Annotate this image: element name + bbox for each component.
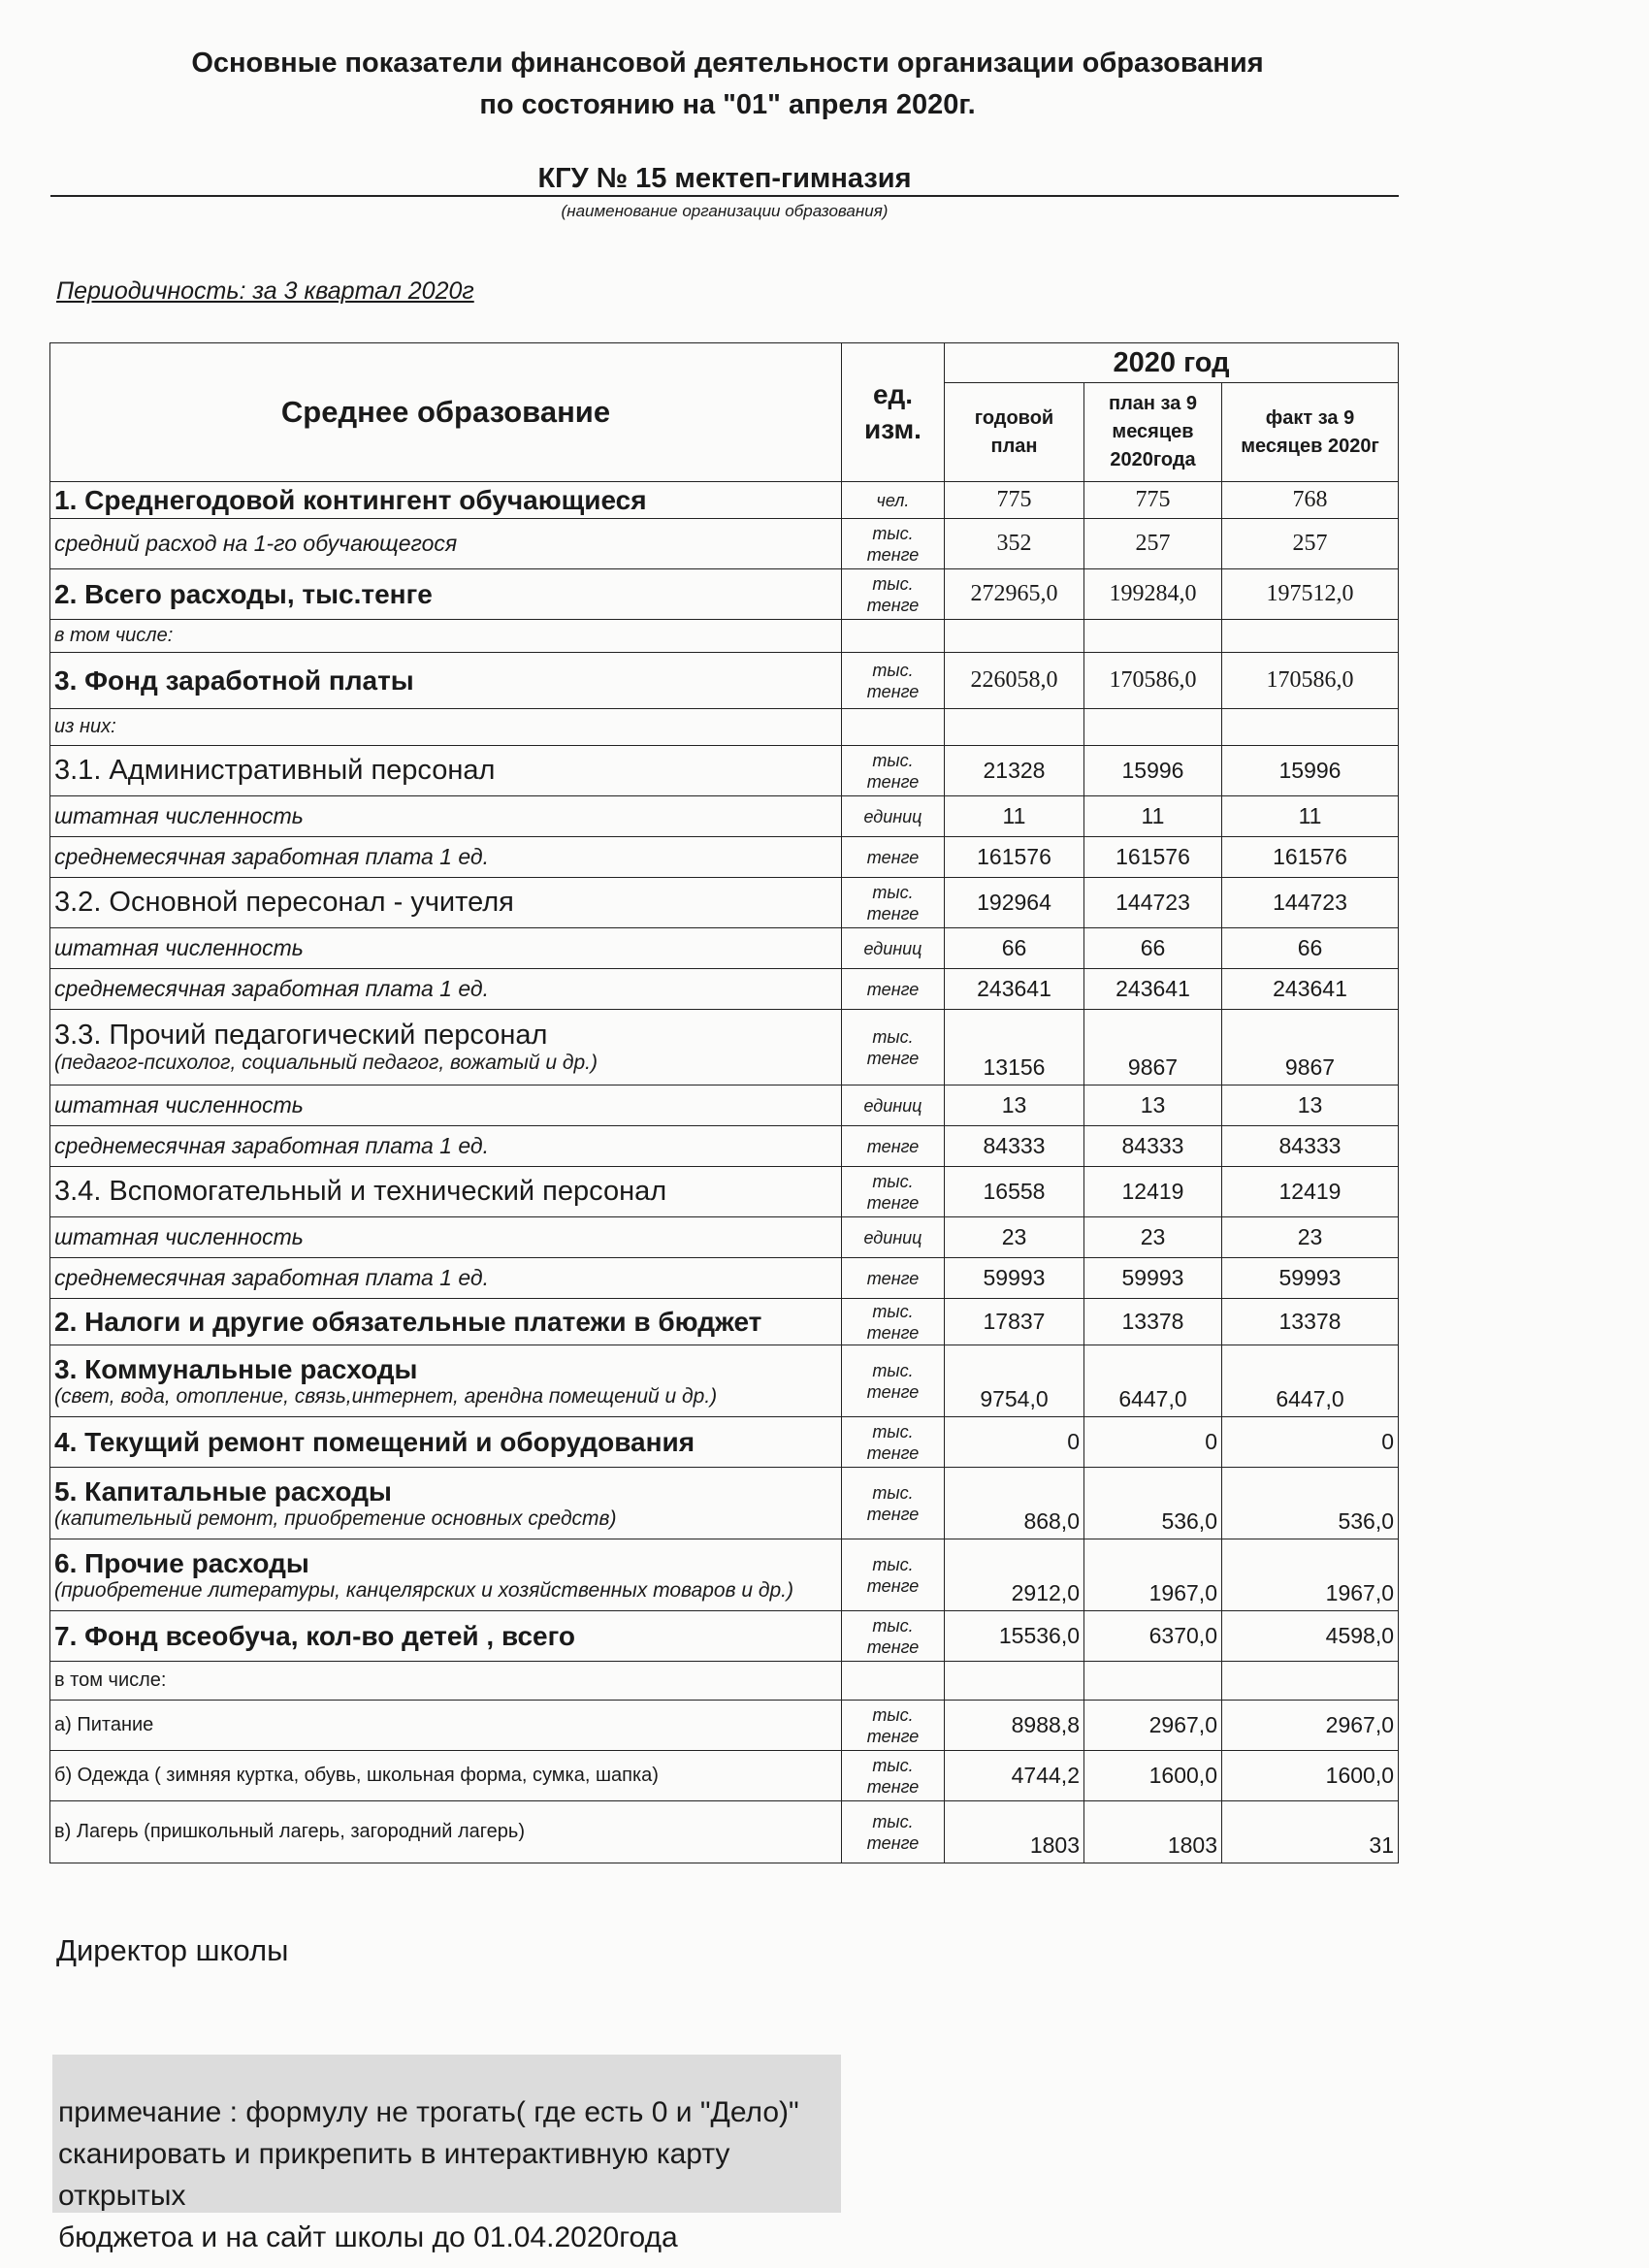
header-unit-column: ед. изм.: [842, 343, 945, 482]
row-label: [50, 1801, 842, 1863]
row-label-text: 3.4. Вспомогательный и технический персонал: [54, 1176, 667, 1207]
row-value-plan9: 13: [1084, 1085, 1222, 1126]
row-value-plan9: 23: [1084, 1217, 1222, 1258]
row-label-text: б) Одежда ( зимняя куртка, обувь, школьная форма, сумка, шапка): [54, 1765, 659, 1786]
row-value-plan: 17837: [945, 1299, 1084, 1345]
row-value-plan: 192964: [945, 878, 1084, 928]
row-value-fact9: 31: [1222, 1801, 1399, 1863]
row-unit: тенге: [842, 1126, 945, 1167]
row-value-plan: 775: [945, 482, 1084, 519]
table-row: [50, 796, 1399, 837]
row-label-text: в том числе:: [54, 625, 174, 646]
director-signature-label: Директор школы: [56, 1933, 289, 1967]
row-label: [50, 1417, 842, 1468]
row-unit: [842, 620, 945, 653]
organization-caption: (наименование организации образования): [561, 202, 889, 220]
row-unit: [842, 1662, 945, 1701]
row-value-fact9: 13378: [1222, 1299, 1399, 1345]
row-value-fact9: 66: [1222, 928, 1399, 969]
table-row: [50, 1126, 1399, 1167]
row-value-plan9: 1600,0: [1084, 1751, 1222, 1801]
row-unit: тыс. тенге: [842, 1468, 945, 1539]
row-value-plan9: 13378: [1084, 1299, 1222, 1345]
table-row: [50, 519, 1399, 569]
table-row: [50, 1801, 1399, 1863]
row-value-fact9: 1600,0: [1222, 1751, 1399, 1801]
row-label: [50, 519, 842, 569]
row-label-text: 3. Коммунальные расходы: [54, 1353, 418, 1384]
row-value-plan: 84333: [945, 1126, 1084, 1167]
row-value-plan: 13156: [945, 1010, 1084, 1085]
row-value-fact9: 0: [1222, 1417, 1399, 1468]
row-unit: тыс. тенге: [842, 653, 945, 709]
row-unit: тыс. тенге: [842, 1611, 945, 1662]
note-line-1: примечание : формулу не трогать( где есть 0 и "Дело)": [58, 2096, 799, 2128]
row-label: [50, 928, 842, 969]
table-row: [50, 928, 1399, 969]
row-label: [50, 1167, 842, 1217]
row-value-fact9: 170586,0: [1222, 653, 1399, 709]
row-value-plan: 226058,0: [945, 653, 1084, 709]
header-fact-9-months: факт за 9 месяцев 2020г: [1222, 383, 1399, 482]
row-label-text: 4. Текущий ремонт помещений и оборудования: [54, 1426, 695, 1457]
row-label: [50, 482, 842, 519]
row-unit: тыс. тенге: [842, 519, 945, 569]
row-label: [50, 837, 842, 878]
row-label: [50, 1258, 842, 1299]
table-row: [50, 1010, 1399, 1085]
table-row: [50, 1345, 1399, 1417]
row-value-plan9: 170586,0: [1084, 653, 1222, 709]
row-value-plan: 352: [945, 519, 1084, 569]
row-label-text: штатная численность: [54, 1092, 304, 1118]
row-value-fact9: [1222, 620, 1399, 653]
row-label: [50, 878, 842, 928]
row-value-plan9: [1084, 709, 1222, 746]
row-label-text: штатная численность: [54, 935, 304, 960]
note-line-3: бюджетоа и на сайт школы до 01.04.2020года: [58, 2221, 678, 2253]
row-unit: тыс. тенге: [842, 569, 945, 620]
row-value-plan: 0: [945, 1417, 1084, 1468]
table-row: [50, 1167, 1399, 1217]
row-value-plan: 1803: [945, 1801, 1084, 1863]
row-unit: тыс. тенге: [842, 878, 945, 928]
table-row: [50, 1751, 1399, 1801]
row-value-plan: 868,0: [945, 1468, 1084, 1539]
row-label-text: штатная численность: [54, 803, 304, 828]
row-label-subtext: (свет, вода, отопление, связь,интернет, арендна помещений и др.): [54, 1384, 718, 1408]
row-label: [50, 1217, 842, 1258]
row-value-fact9: 23: [1222, 1217, 1399, 1258]
row-value-fact9: 197512,0: [1222, 569, 1399, 620]
row-value-fact9: 257: [1222, 519, 1399, 569]
row-label: [50, 1539, 842, 1611]
row-value-plan: 23: [945, 1217, 1084, 1258]
row-label: [50, 620, 842, 653]
row-label-text: 3.1. Административный персонал: [54, 755, 496, 786]
table-row: [50, 1299, 1399, 1345]
row-label: [50, 1299, 842, 1345]
row-value-plan: 4744,2: [945, 1751, 1084, 1801]
row-value-fact9: 2967,0: [1222, 1701, 1399, 1751]
header-main-column: Среднее образование: [50, 343, 842, 482]
row-label-text: в) Лагерь (пришкольный лагерь, загородний лагерь): [54, 1821, 525, 1842]
row-value-fact9: 59993: [1222, 1258, 1399, 1299]
row-label: [50, 1126, 842, 1167]
row-label-text: 3. Фонд заработной платы: [54, 664, 414, 696]
row-value-plan9: 1803: [1084, 1801, 1222, 1863]
row-unit: единиц: [842, 928, 945, 969]
table-row: [50, 1611, 1399, 1662]
row-value-plan: 9754,0: [945, 1345, 1084, 1417]
row-label: [50, 1662, 842, 1701]
row-value-fact9: 4598,0: [1222, 1611, 1399, 1662]
row-label: [50, 796, 842, 837]
row-unit: тенге: [842, 1258, 945, 1299]
table-row: [50, 1085, 1399, 1126]
row-value-plan9: [1084, 1662, 1222, 1701]
row-unit: тыс. тенге: [842, 1299, 945, 1345]
table-row: [50, 837, 1399, 878]
row-value-plan: [945, 1662, 1084, 1701]
row-value-plan9: 0: [1084, 1417, 1222, 1468]
note-box: [52, 2055, 841, 2253]
row-value-fact9: 13: [1222, 1085, 1399, 1126]
title-line-1: Основные показатели финансовой деятельности организации образования: [191, 48, 1264, 79]
row-label-text: среднемесячная заработная плата 1 ед.: [54, 844, 489, 869]
row-value-plan9: 257: [1084, 519, 1222, 569]
row-unit: единиц: [842, 1217, 945, 1258]
table-row: [50, 653, 1399, 709]
row-value-plan9: 9867: [1084, 1010, 1222, 1085]
row-value-plan9: 66: [1084, 928, 1222, 969]
row-label-text: 2. Налоги и другие обязательные платежи в бюджет: [54, 1306, 762, 1337]
row-value-plan9: 775: [1084, 482, 1222, 519]
row-value-plan: 16558: [945, 1167, 1084, 1217]
table-row: [50, 1539, 1399, 1611]
row-label-text: а) Питание: [54, 1714, 154, 1735]
row-value-plan: 272965,0: [945, 569, 1084, 620]
table-row: [50, 1417, 1399, 1468]
row-label-text: среднемесячная заработная плата 1 ед.: [54, 976, 489, 1001]
row-label: [50, 746, 842, 796]
row-value-fact9: 11: [1222, 796, 1399, 837]
row-value-plan: 11: [945, 796, 1084, 837]
row-label-text: 2. Всего расходы, тыс.тенге: [54, 578, 433, 609]
row-unit: тыс. тенге: [842, 746, 945, 796]
row-value-plan: 21328: [945, 746, 1084, 796]
organization-name: КГУ № 15 мектеп-гимназия: [537, 163, 912, 194]
row-value-fact9: 144723: [1222, 878, 1399, 928]
row-value-plan: 13: [945, 1085, 1084, 1126]
row-value-plan: [945, 709, 1084, 746]
header-annual-plan: годовой план: [945, 383, 1084, 482]
table-row: [50, 569, 1399, 620]
row-unit: тенге: [842, 969, 945, 1010]
row-value-fact9: 84333: [1222, 1126, 1399, 1167]
row-unit: тыс. тенге: [842, 1010, 945, 1085]
row-label-text: среднемесячная заработная плата 1 ед.: [54, 1133, 489, 1158]
row-label-text: средний расход на 1-го обучающегося: [54, 531, 458, 556]
table-row: [50, 620, 1399, 653]
title-line-2: по состоянию на "01" апреля 2020г.: [479, 89, 976, 120]
periodicity-text: Периодичность: за 3 квартал 2020г: [56, 277, 474, 305]
report-title: [0, 43, 1455, 126]
row-unit: [842, 709, 945, 746]
row-value-plan9: 2967,0: [1084, 1701, 1222, 1751]
row-value-fact9: [1222, 709, 1399, 746]
row-value-plan9: 161576: [1084, 837, 1222, 878]
row-label-text: 3.3. Прочий педагогический персонал: [54, 1020, 548, 1051]
row-label: [50, 1085, 842, 1126]
row-value-fact9: 15996: [1222, 746, 1399, 796]
row-unit: тыс. тенге: [842, 1701, 945, 1751]
row-unit: тыс. тенге: [842, 1345, 945, 1417]
table-row: [50, 746, 1399, 796]
row-value-plan: 2912,0: [945, 1539, 1084, 1611]
row-value-fact9: 536,0: [1222, 1468, 1399, 1539]
row-label-text: 1. Среднегодовой контингент обучающиеся: [54, 484, 647, 515]
row-unit: чел.: [842, 482, 945, 519]
row-label-text: в том числе:: [54, 1669, 167, 1691]
row-label: [50, 569, 842, 620]
table-row: [50, 1701, 1399, 1751]
organization-underline: [50, 195, 1399, 197]
row-label-subtext: (капительный ремонт, приобретение основных средств): [54, 1507, 617, 1530]
row-label-text: 6. Прочие расходы: [54, 1547, 309, 1578]
row-label: [50, 653, 842, 709]
row-label-text: из них:: [54, 716, 116, 737]
row-label: [50, 1010, 842, 1085]
row-value-fact9: 6447,0: [1222, 1345, 1399, 1417]
row-value-plan9: 243641: [1084, 969, 1222, 1010]
row-unit: тыс. тенге: [842, 1539, 945, 1611]
row-label: [50, 1611, 842, 1662]
row-unit: тыс. тенге: [842, 1417, 945, 1468]
row-value-plan9: 1967,0: [1084, 1539, 1222, 1611]
row-value-plan: 8988,8: [945, 1701, 1084, 1751]
row-unit: тыс. тенге: [842, 1751, 945, 1801]
header-year: 2020 год: [945, 343, 1399, 383]
row-label-text: 7. Фонд всеобуча, кол-во детей , всего: [54, 1620, 576, 1651]
row-value-fact9: 243641: [1222, 969, 1399, 1010]
row-value-plan9: 15996: [1084, 746, 1222, 796]
row-value-plan: 66: [945, 928, 1084, 969]
row-label-subtext: (педагог-психолог, социальный педагог, вожатый и др.): [54, 1052, 598, 1074]
row-label: [50, 1751, 842, 1801]
row-label-text: 3.2. Основной пересонал - учителя: [54, 887, 514, 918]
table-row: [50, 969, 1399, 1010]
row-value-plan9: 199284,0: [1084, 569, 1222, 620]
table-body: [50, 482, 1399, 1863]
row-value-plan: 59993: [945, 1258, 1084, 1299]
row-value-plan: 15536,0: [945, 1611, 1084, 1662]
row-value-plan9: 84333: [1084, 1126, 1222, 1167]
row-label-text: 5. Капитальные расходы: [54, 1475, 392, 1507]
row-value-plan: [945, 620, 1084, 653]
row-value-plan9: 144723: [1084, 878, 1222, 928]
row-value-plan9: [1084, 620, 1222, 653]
row-value-plan9: 6370,0: [1084, 1611, 1222, 1662]
row-value-plan: 243641: [945, 969, 1084, 1010]
row-unit: единиц: [842, 796, 945, 837]
row-label: [50, 1701, 842, 1751]
row-unit: тыс. тенге: [842, 1801, 945, 1863]
table-row: [50, 1217, 1399, 1258]
row-unit: тыс. тенге: [842, 1167, 945, 1217]
table-row: [50, 482, 1399, 519]
row-label-text: штатная численность: [54, 1224, 304, 1249]
row-value-plan9: 6447,0: [1084, 1345, 1222, 1417]
row-value-plan9: 11: [1084, 796, 1222, 837]
table-row: [50, 1258, 1399, 1299]
row-value-fact9: 1967,0: [1222, 1539, 1399, 1611]
row-label-text: среднемесячная заработная плата 1 ед.: [54, 1265, 489, 1290]
row-label: [50, 1345, 842, 1417]
row-label: [50, 709, 842, 746]
row-value-plan9: 59993: [1084, 1258, 1222, 1299]
table-row: [50, 1468, 1399, 1539]
row-value-plan9: 536,0: [1084, 1468, 1222, 1539]
row-label: [50, 1468, 842, 1539]
row-value-fact9: 161576: [1222, 837, 1399, 878]
table-row: [50, 709, 1399, 746]
row-label: [50, 969, 842, 1010]
row-unit: тенге: [842, 837, 945, 878]
header-plan-9-months: план за 9 месяцев 2020года: [1084, 383, 1222, 482]
financial-indicators-table: [49, 342, 1399, 1863]
note-line-2: сканировать и прикрепить в интерактивную карту открытых: [58, 2138, 730, 2212]
row-value-fact9: 9867: [1222, 1010, 1399, 1085]
row-value-fact9: 768: [1222, 482, 1399, 519]
row-value-plan9: 12419: [1084, 1167, 1222, 1217]
row-value-plan: 161576: [945, 837, 1084, 878]
row-label-subtext: (приобретение литературы, канцелярских и хозяйственных товаров и др.): [54, 1578, 793, 1602]
table-row: [50, 878, 1399, 928]
table-row: [50, 1662, 1399, 1701]
row-value-fact9: 12419: [1222, 1167, 1399, 1217]
row-unit: единиц: [842, 1085, 945, 1126]
row-value-fact9: [1222, 1662, 1399, 1701]
